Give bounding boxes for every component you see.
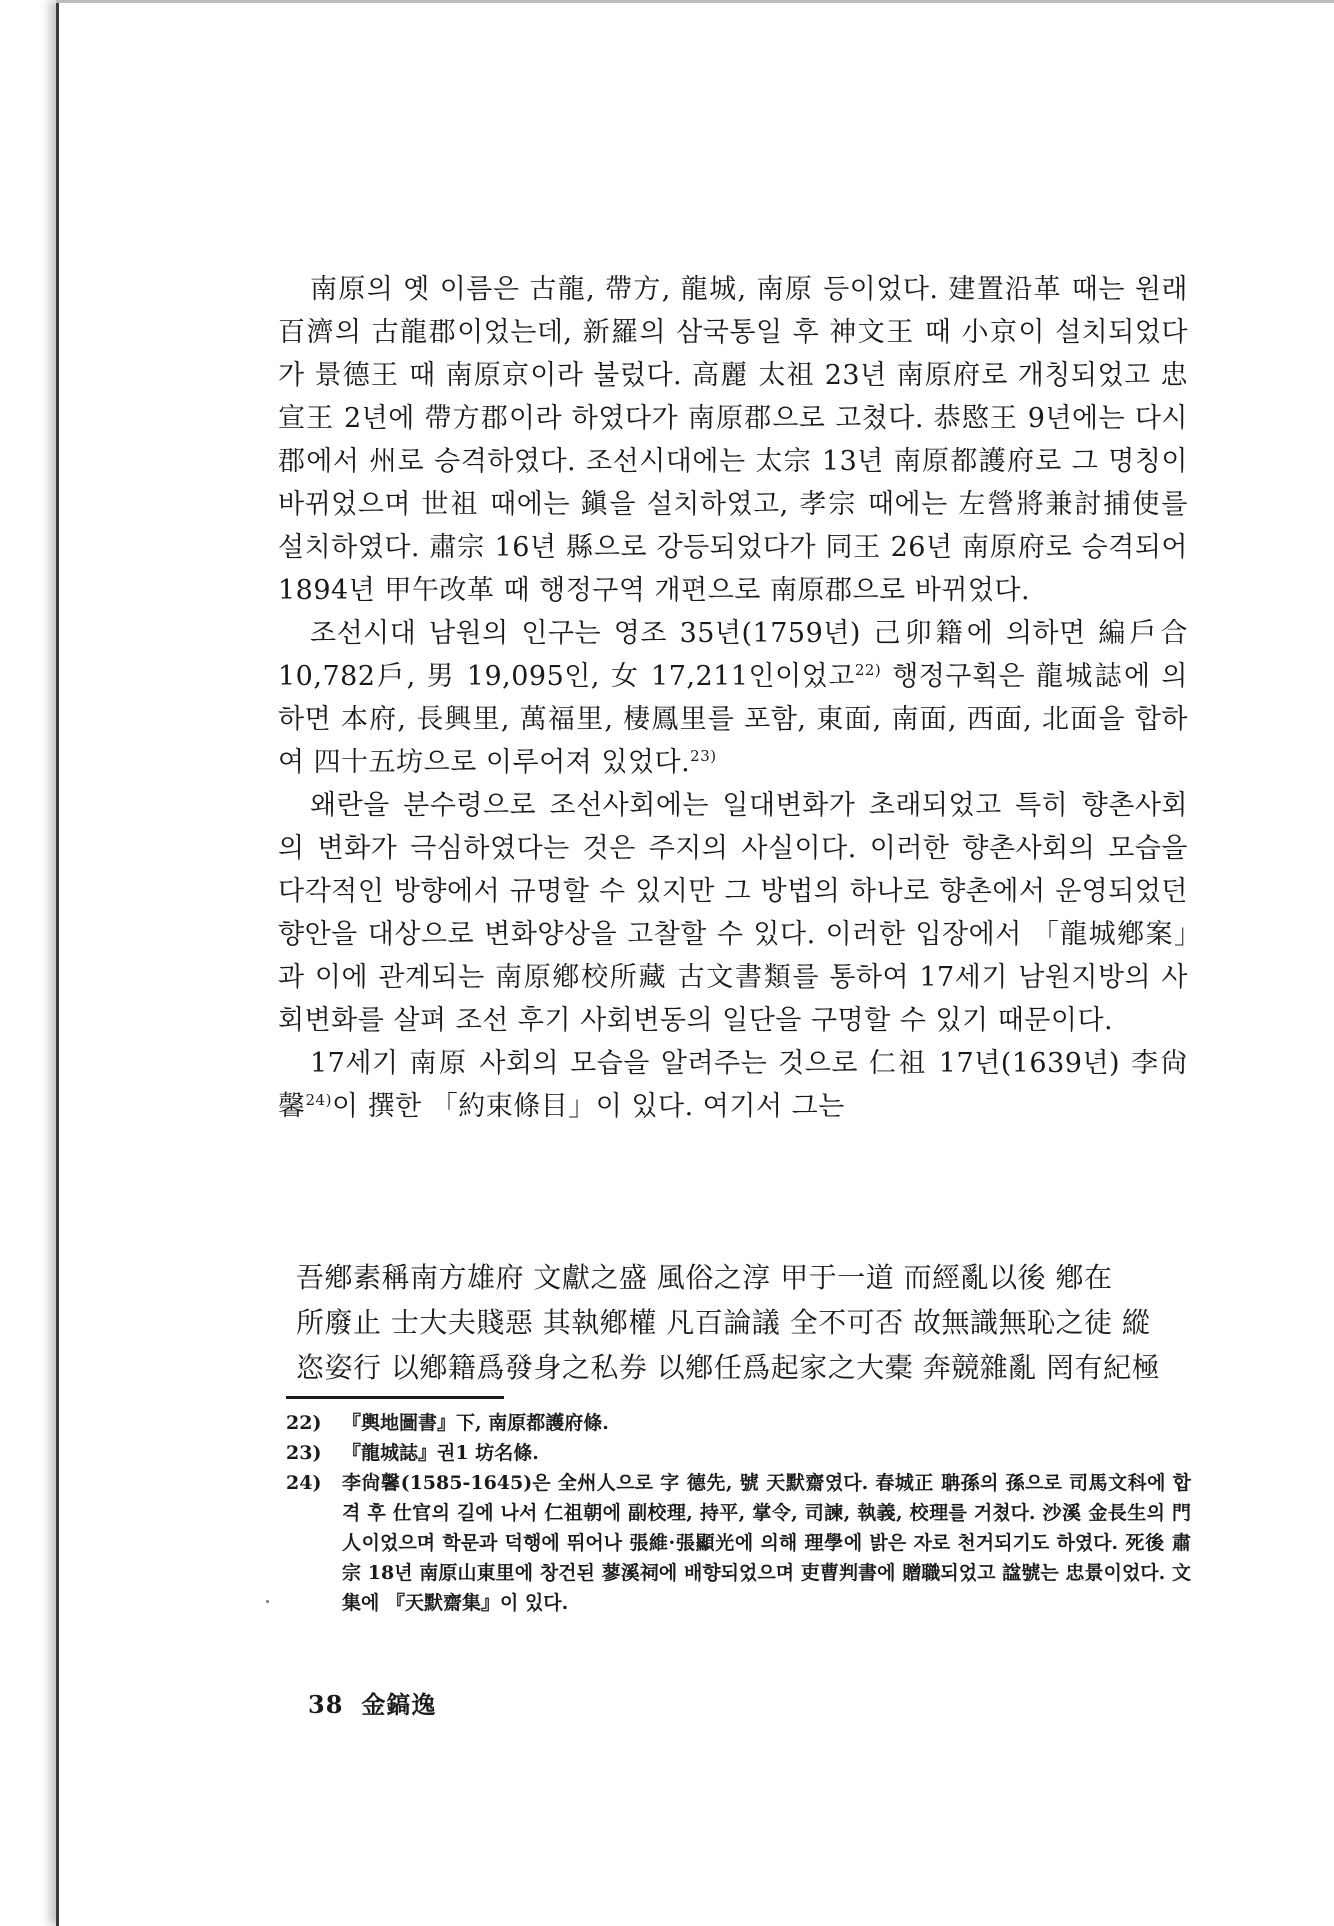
footnote-23 bbox=[286, 1438, 1191, 1468]
block-quote bbox=[296, 1255, 1186, 1390]
paragraph-3 bbox=[278, 784, 1188, 1042]
page-edge bbox=[56, 0, 1334, 3]
footnote-ref-22[interactable]: 22) bbox=[854, 661, 882, 679]
scan-speck bbox=[266, 1600, 269, 1603]
footnote-text: 李尙馨(1585-1645)은 全州人으로 字 德先, 號 天默齋였다. 春城正 聃孫의 孫으로 司馬文科에 합격 후 仕官의 길에 나서 仁祖朝에 副校理, 持平, 掌令, 司諫, 執義, 校理를 거쳤다. 沙溪 金長生의 門人이었으며 학문과 덕행에 뛰어나 張維·張顯光에 의해 理學에 밝은 자로 천거되기도 하였다. 死後 肅宗 18년 南原山東里에 창건된 蓼溪祠에 배향되었으며 吏曹判書에 贈職되었고 諡號는 忠景이었다. 文集에 『天默齋集』이 있다. bbox=[342, 1472, 1191, 1614]
paragraph-2-text: 조선시대 남원의 인구는 영조 35년(1759년) 己卯籍에 의하면 編戶合 10,782戶, 男 19,095인, 女 17,211인이었고 bbox=[278, 618, 1188, 692]
footnotes bbox=[286, 1408, 1191, 1618]
paragraph-2 bbox=[278, 612, 1188, 784]
footnote-number: 22) bbox=[286, 1412, 322, 1434]
paragraph-1-text: 南原의 옛 이름은 古龍, 帶方, 龍城, 南原 등이었다. 建置沿革 때는 원래 百濟의 古龍郡이었는데, 新羅의 삼국통일 후 神文王 때 小京이 설치되었다가 景德王 때 南原京이라 불렀다. 高麗 太祖 23년 南原府로 개칭되었고 忠宣王 2년에 帶方郡이라 하였다가 南原郡으로 고쳤다. 恭愍王 9년에는 다시 郡에서 州로 승격하였다. 조선시대에는 太宗 13년 南原都護府로 그 명칭이 바뀌었으며 世祖 때에는 鎭을 설치하였고, 孝宗 때에는 左營將兼討捕使를 설치하였다. 肅宗 16년 縣으로 강등되었다가 同王 26년 南原府로 승격되어 1894년 甲午改革 때 행정구역 개편으로 南原郡으로 바뀌었다. bbox=[278, 274, 1188, 606]
footnote-24 bbox=[286, 1468, 1191, 1618]
paragraph-4-text: 17세기 南原 사회의 모습을 알려주는 것으로 仁祖 17년(1639년) 李尙馨 bbox=[278, 1048, 1188, 1122]
quote-line: 吾鄕素稱南方雄府 文獻之盛 風俗之淳 甲于一道 而經亂以後 鄕在 bbox=[296, 1261, 1113, 1294]
footnote-22 bbox=[286, 1408, 1191, 1438]
paragraph-1 bbox=[278, 268, 1188, 612]
page-number: 38 bbox=[308, 1690, 344, 1719]
paragraph-4 bbox=[278, 1042, 1188, 1128]
paragraph-2-tail: 행정구획은 龍城誌에 의하면 本府, 長興里, 萬福里, 棲鳳里를 포함, 東面, 南面, 西面, 北面을 합하여 四十五坊으로 이루어져 있었다. bbox=[278, 661, 1188, 778]
author-name: 金鎬逸 bbox=[361, 1690, 437, 1719]
quote-line: 所廢止 士大夫賤惡 其執鄕權 凡百論議 全不可否 故無識無恥之徒 縱 bbox=[296, 1306, 1151, 1339]
footnote-text: 『輿地圖書』下, 南原都護府條. bbox=[342, 1412, 609, 1434]
footnote-divider bbox=[286, 1396, 504, 1399]
footnote-number: 23) bbox=[286, 1442, 322, 1464]
paragraph-4-tail: 이 撰한 「約束條目」이 있다. 여기서 그는 bbox=[331, 1091, 845, 1122]
footnote-text: 『龍城誌』권1 坊名條. bbox=[342, 1442, 539, 1464]
footnote-ref-23[interactable]: 23) bbox=[690, 747, 717, 765]
body-text bbox=[278, 268, 1188, 1128]
footnote-ref-24[interactable]: 24) bbox=[305, 1091, 332, 1109]
page-footer bbox=[308, 1685, 436, 1720]
quote-line: 恣姿行 以鄕籍爲發身之私券 以鄕任爲起家之大橐 奔競雜亂 罔有紀極 bbox=[296, 1351, 1161, 1384]
paragraph-3-text: 왜란을 분수령으로 조선사회에는 일대변화가 초래되었고 특히 향촌사회의 변화가 극심하였다는 것은 주지의 사실이다. 이러한 향촌사회의 모습을 다각적인 방향에서 규명할 수 있지만 그 방법의 하나로 향촌에서 운영되었던 향안을 대상으로 변화양상을 고찰할 수 있다. 이러한 입장에서 「龍城鄕案」과 이에 관계되는 南原鄕校所藏 古文書類를 통하여 17세기 남원지방의 사회변화를 살펴 조선 후기 사회변동의 일단을 구명할 수 있기 때문이다. bbox=[278, 790, 1188, 1036]
footnote-number: 24) bbox=[286, 1472, 322, 1494]
